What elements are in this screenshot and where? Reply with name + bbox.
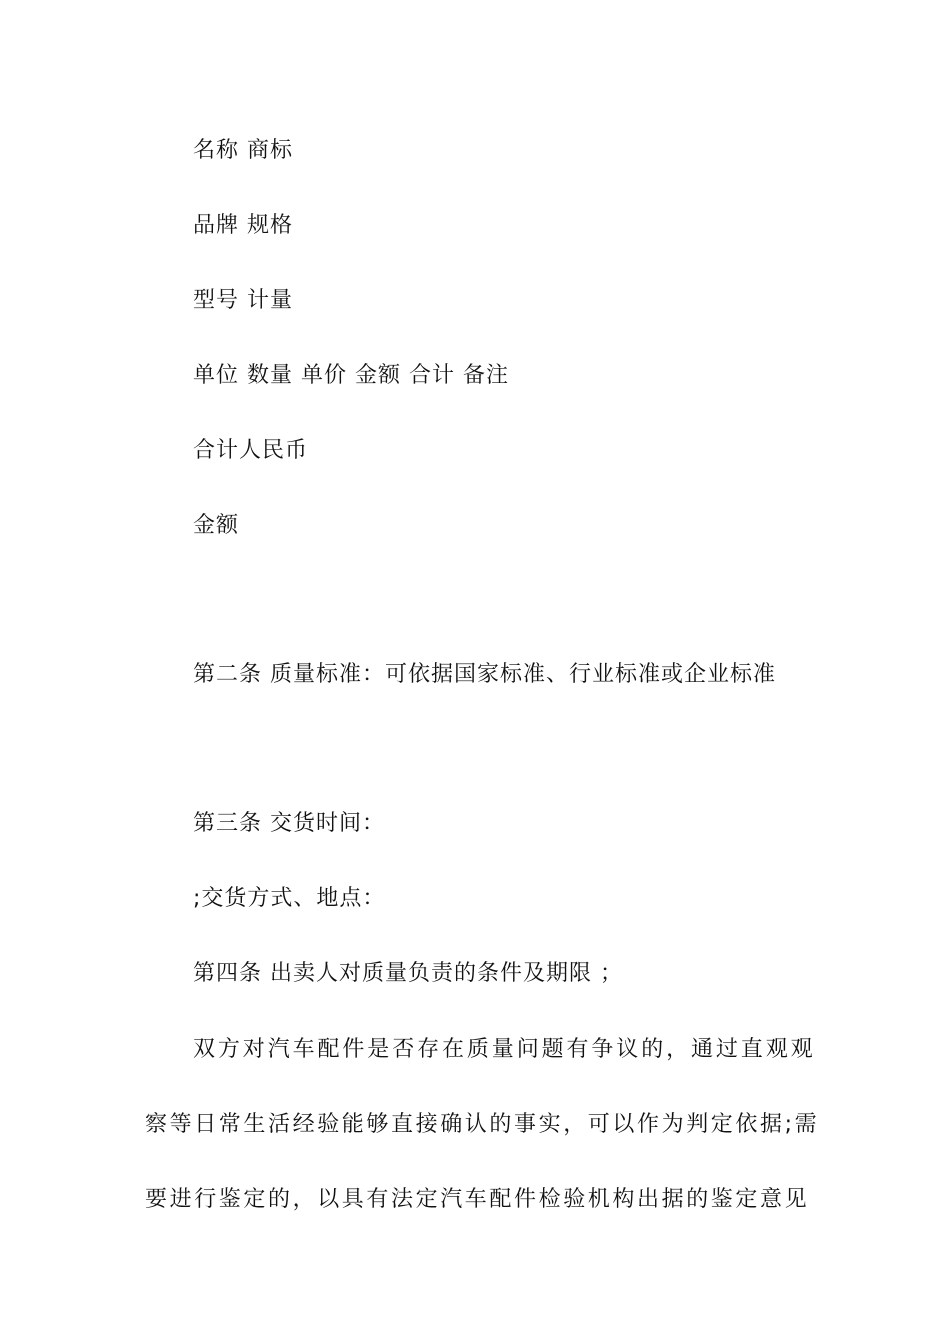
text-line-brand-spec: 品牌 规格 [193,213,293,238]
text-line-table-headers: 单位 数量 单价 金额 合计 备注 [193,363,509,388]
paragraph-line-3: 要进行鉴定的，以具有法定汽车配件检验机构出据的鉴定意见 [145,1187,810,1212]
text-line-amount: 金额 [193,513,240,538]
article-four-quality-conditions: 第四条 出卖人对质量负责的条件及期限 ； [193,961,623,986]
text-line-name-trademark: 名称 商标 [193,138,293,163]
delivery-method-location: ;交货方式、地点： [193,886,386,911]
paragraph-line-2: 察等日常生活经验能够直接确认的事实，可以作为判定依据;需 [145,1112,820,1137]
article-two-quality-standard: 第二条 质量标准：可依据国家标准、行业标准或企业标准 [193,662,776,687]
text-line-model-measure: 型号 计量 [193,288,293,313]
text-line-total-rmb: 合计人民币 [193,438,309,463]
paragraph-line-1: 双方对汽车配件是否存在质量问题有争议的，通过直观观 [193,1037,816,1062]
article-three-delivery-time: 第三条 交货时间： [193,811,385,836]
